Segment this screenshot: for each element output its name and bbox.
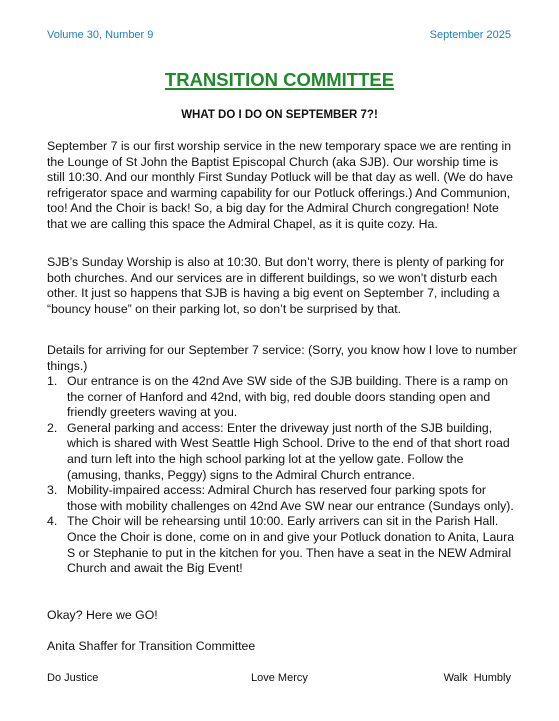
list-item-text: The Choir will be rehearsing until 10:00. Early arrivers can sit in the Parish Hall. Once the Choir is done, come on in and give your Potluck donation to Anita, Laura S or Stephanie to put in the kitchen for you. Then have a seat in the NEW Admiral Church and await the Big Event! [67, 514, 515, 576]
footer-motto-mercy: Love Mercy [251, 672, 308, 684]
list-item-text: Our entrance is on the 42nd Ave SW side of the SJB building. There is a ramp on the corner of Hanford and 42nd, with big, red double doors standing open and friendly greeters waving at you. [67, 374, 509, 420]
list-item-text: General parking and access: Enter the driveway just north of the SJB building, which is shared with West Seattle High School. Drive to the end of that short road and turn left into the high school parking lot at the yellow gate. Follow the (amusing, thanks, Peggy) signs to the Admiral Church entrance. [67, 420, 510, 482]
page-footer [47, 672, 511, 686]
signature-line: Anita Shaffer for Transition Committee [47, 639, 256, 653]
list-item-number: 4. [47, 514, 58, 529]
list-item [47, 374, 519, 421]
list-item-number: 3. [47, 483, 58, 498]
paragraph-intro: September 7 is our first worship service in the new temporary space we are renting in the Lounge of St John the Baptist Episcopal Church (aka SJB). Our worship time is still 10:30. And our monthly First Sunday Potluck will be that day as well. (We do have refrigerator space and warming capability for our Potluck offerings.) And Communion, too! And the Choir is back! So, a big day for the Admiral Church congregation! Note that we are calling this space the Admiral Chapel, as it is quite cozy. Ha. [47, 139, 513, 231]
footer-motto-humbly: Walk Humbly [443, 672, 511, 684]
list-item-number: 1. [47, 374, 58, 388]
article-subtitle: WHAT DO I DO ON SEPTEMBER 7?! [181, 109, 378, 121]
paragraph-closing: Okay? Here we GO! [47, 608, 158, 622]
paragraph-sjb-worship: SJB’s Sunday Worship is also at 10:30. But don’t worry, there is plenty of parking for both churches. And our services are in different buildings, so we won’t disturb each other. It just so happens that SJB is having a big event on September 7, including a “bouncy house” on their parking lot, so don’t be surprised by that. [47, 255, 505, 316]
list-item [47, 514, 519, 576]
list-item [47, 483, 519, 514]
arrival-steps-list [47, 374, 519, 577]
volume-number: Volume 30, Number 9 [47, 29, 154, 41]
list-item-number: 2. [47, 420, 58, 435]
paragraph-details: Details for arriving for our September 7 service: (Sorry, you know how I love to number things.) [47, 343, 517, 373]
list-item [47, 421, 519, 483]
list-item-text: Mobility-impaired access: Admiral Church has reserved four parking spots for those with mobility challenges on 42nd Ave SW near our entrance (Sundays only). [67, 483, 514, 513]
footer-motto-justice: Do Justice [47, 672, 99, 684]
section-title: TRANSITION COMMITTEE [164, 69, 395, 90]
page-header [47, 29, 511, 43]
issue-date: September 2025 [429, 29, 511, 41]
